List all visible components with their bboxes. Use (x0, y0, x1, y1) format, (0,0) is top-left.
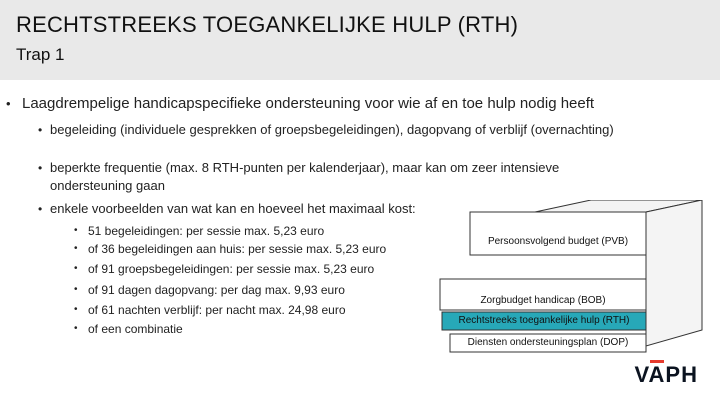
example-text: of 36 begeleidingen aan huis: per sessie max. 5,23 euro (88, 242, 387, 256)
example-item (74, 240, 387, 258)
slide-title: RECHTSTREEKS TOEGANKELIJKE HULP (RTH) (16, 12, 519, 37)
example-text: of 91 groepsbegeleidingen: per sessie max. 5,23 euro (88, 262, 375, 276)
sub-bullet-text: beperkte frequentie (max. 8 RTH-punten per kalenderjaar), maar kan om zeer intensieve ondersteuning gaan (50, 160, 560, 193)
main-bullet (6, 95, 595, 112)
bullet-icon: • (38, 202, 43, 216)
example-text: of 91 dagen dagopvang: per dag max. 9,93 euro (88, 283, 345, 297)
slide-subtitle: Trap 1 (16, 45, 65, 64)
stairs-side-face (646, 200, 702, 346)
pvb-label: Persoonsvolgend budget (PVB) (487, 236, 629, 247)
title-bar (0, 0, 720, 80)
bullet-icon: • (74, 304, 78, 315)
vaph-logo: VAPH (634, 362, 698, 387)
rth-label: Rechtstreeks toegankelijke hulp (RTH) (458, 315, 630, 326)
pvb-step (470, 212, 646, 255)
example-item (74, 222, 325, 240)
bullet-icon: • (74, 323, 78, 334)
bullet-icon: • (74, 243, 78, 254)
example-item (74, 281, 345, 299)
example-item (74, 301, 346, 319)
dop-label: Diensten ondersteuningsplan (DOP) (467, 337, 629, 348)
sub-bullet (38, 121, 630, 139)
bullet-icon: • (74, 263, 78, 274)
bullet-icon: • (74, 284, 78, 295)
example-item (74, 260, 375, 278)
main-bullet-text: Laagdrempelige handicapspecifieke ondersteuning voor wie af en toe hulp nodig heeft (22, 95, 595, 112)
bullet-icon: • (38, 161, 43, 175)
sub-bullet (38, 159, 630, 195)
bob-label: Zorgbudget handicap (BOB) (480, 295, 606, 306)
bullet-icon: • (38, 123, 43, 137)
bullet-icon: • (74, 225, 78, 236)
sub-bullet-text: begeleiding (individuele gesprekken of groepsbegeleidingen), dagopvang of verblijf (overnachting) (50, 122, 614, 137)
example-text: of 61 nachten verblijf: per nacht max. 24,98 euro (88, 303, 346, 317)
example-text: of een combinatie (88, 322, 183, 336)
sub-bullet-text: enkele voorbeelden van wat kan en hoeveel het maximaal kost: (50, 201, 416, 216)
example-text: 51 begeleidingen: per sessie max. 5,23 euro (88, 224, 325, 238)
support-stairs-diagram (420, 200, 720, 360)
bullet-icon: • (6, 96, 11, 111)
example-item (74, 320, 183, 338)
